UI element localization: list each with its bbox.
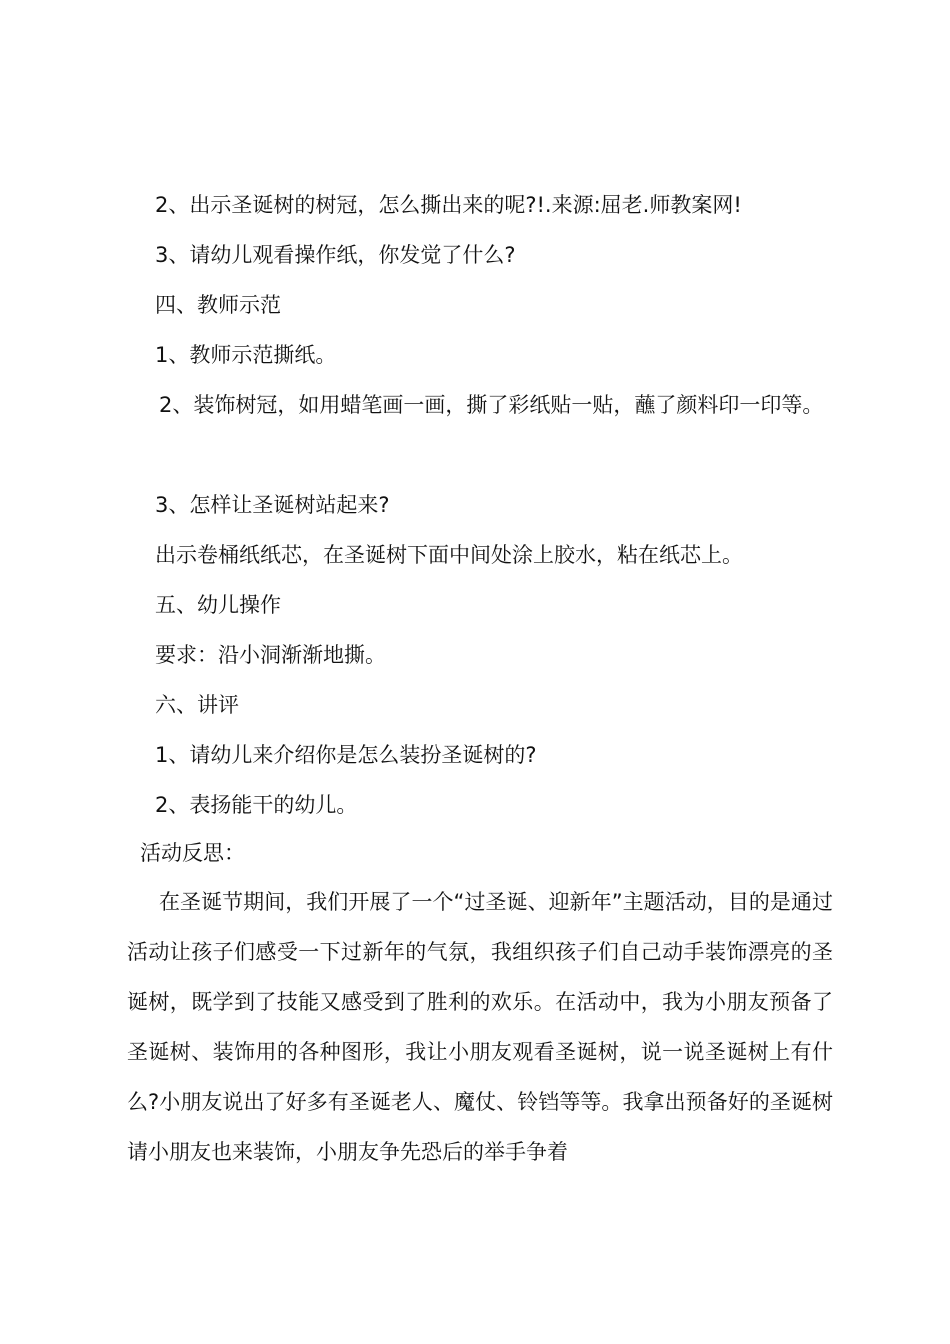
section-child-operation: 五、幼儿操作	[155, 593, 281, 617]
requirement-text: 要求：沿小洞渐渐地撕。	[155, 643, 386, 667]
step-child-introduce: 1、请幼儿来介绍你是怎么装扮圣诞树的?	[155, 743, 537, 767]
step-show-tree-crown: 2、出示圣诞树的树冠，怎么撕出来的呢?!.来源:屈老.师教案网!	[155, 193, 742, 217]
step-demo-tearing: 1、教师示范撕纸。	[155, 343, 337, 367]
reflection-heading: 活动反思：	[140, 841, 245, 865]
step-paper-core: 出示卷桶纸纸芯，在圣诞树下面中间处涂上胶水，粘在纸芯上。	[155, 543, 743, 567]
reflection-paragraph: 在圣诞节期间，我们开展了一个“过圣诞、迎新年”主题活动，目的是通过活动让孩子们感受一下过新年的气氛，我组织孩子们自己动手装饰漂亮的圣诞树，既学到了技能又感受到了胜利的欢乐。在活动中，我为小朋友预备了圣诞树、装饰用的各种图形，我让小朋友观看圣诞树，说一说圣诞树上有什么?小朋友说出了好多有圣诞老人、魔仗、铃铛等等。我拿出预备好的圣诞树请小朋友也来装饰，小朋友争先恐后的举手争着	[127, 890, 833, 1164]
step-make-tree-stand: 3、怎样让圣诞树站起来?	[155, 493, 390, 517]
step-praise: 2、表扬能干的幼儿。	[155, 793, 358, 817]
step-decorate-crown: 2、装饰树冠，如用蜡笔画一画，撕了彩纸贴一贴，蘸了颜料印一印等。	[159, 393, 824, 417]
section-teacher-demo: 四、教师示范	[155, 293, 281, 317]
step-observe-worksheet: 3、请幼儿观看操作纸，你发觉了什么?	[155, 243, 516, 267]
section-review: 六、讲评	[155, 693, 239, 717]
